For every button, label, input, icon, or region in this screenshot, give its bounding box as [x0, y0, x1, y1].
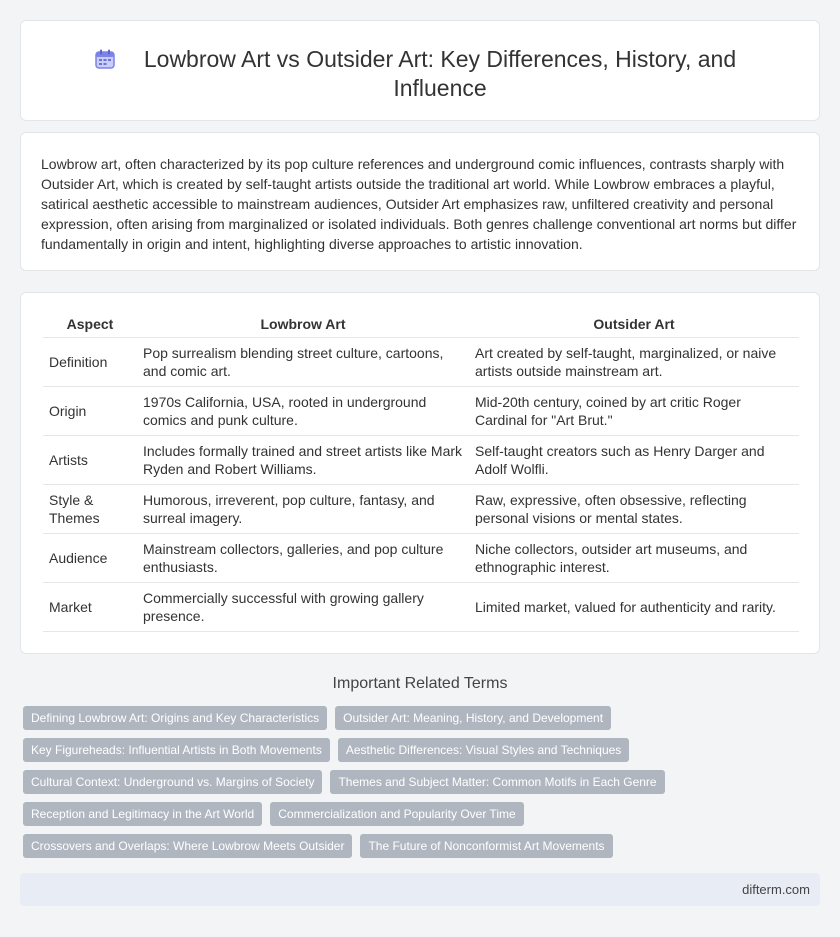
row-aspect: Artists — [43, 435, 137, 484]
row-aspect: Style & Themes — [43, 484, 137, 533]
related-term-link[interactable]: Outsider Art: Meaning, History, and Development — [335, 706, 611, 730]
related-term-link[interactable]: Themes and Subject Matter: Common Motifs in Each Genre — [330, 770, 664, 794]
related-term-link[interactable]: Defining Lowbrow Art: Origins and Key Characteristics — [23, 706, 327, 730]
related-terms-list — [23, 706, 663, 866]
related-term-link[interactable]: Key Figureheads: Influential Artists in Both Movements — [23, 738, 330, 762]
row-outsider: Self-taught creators such as Henry Darger and Adolf Wolfli. — [469, 435, 799, 484]
row-lowbrow: Humorous, irreverent, pop culture, fantasy, and surreal imagery. — [137, 484, 469, 533]
tag-row — [23, 802, 663, 826]
header-aspect: Aspect — [43, 313, 137, 337]
header-lowbrow: Lowbrow Art — [137, 313, 469, 337]
comparison-table — [43, 313, 799, 632]
tag-row — [23, 770, 663, 794]
row-lowbrow: Includes formally trained and street artists like Mark Ryden and Robert Williams. — [137, 435, 469, 484]
footer-site-name: difterm.com — [742, 882, 810, 897]
row-aspect: Definition — [43, 337, 137, 386]
row-lowbrow: Mainstream collectors, galleries, and pop culture enthusiasts. — [137, 533, 469, 582]
row-aspect: Audience — [43, 533, 137, 582]
table-row — [43, 386, 799, 435]
row-aspect: Market — [43, 582, 137, 631]
row-lowbrow: Commercially successful with growing gallery presence. — [137, 582, 469, 631]
intro-paragraph: Lowbrow art, often characterized by its pop culture references and underground comic influences, contrasts sharply with Outsider Art, which is created by self-taught artists outside the traditional art world. While Lowbrow embraces a playful, satirical aesthetic accessible to mainstream audiences, Outsider Art emphasizes raw, unfiltered creativity and personal expression, often arising from marginalized or isolated individuals. Both genres challenge conventional art norms but differ fundamentally in origin and intent, highlighting diverse approaches to artistic innovation. — [41, 156, 797, 252]
related-term-link[interactable]: The Future of Nonconformist Art Movements — [360, 834, 612, 858]
tag-row — [23, 738, 663, 762]
row-aspect: Origin — [43, 386, 137, 435]
intro-card — [20, 132, 820, 271]
related-term-link[interactable]: Crossovers and Overlaps: Where Lowbrow Meets Outsider — [23, 834, 352, 858]
footer-bar — [20, 873, 820, 906]
table-row — [43, 435, 799, 484]
related-terms-heading: Important Related Terms — [332, 675, 508, 692]
header-card — [20, 20, 820, 121]
tag-row — [23, 706, 663, 730]
row-lowbrow: Pop surrealism blending street culture, cartoons, and comic art. — [137, 337, 469, 386]
header-outsider: Outsider Art — [469, 313, 799, 337]
page-title: Lowbrow Art vs Outsider Art: Key Differences, History, and Influence — [143, 46, 737, 101]
related-term-link[interactable]: Cultural Context: Underground vs. Margins of Society — [23, 770, 322, 794]
table-header-row — [43, 313, 799, 337]
row-outsider: Raw, expressive, often obsessive, reflecting personal visions or mental states. — [469, 484, 799, 533]
table-row — [43, 533, 799, 582]
row-outsider: Art created by self-taught, marginalized, or naive artists outside mainstream art. — [469, 337, 799, 386]
row-lowbrow: 1970s California, USA, rooted in underground comics and punk culture. — [137, 386, 469, 435]
row-outsider: Niche collectors, outsider art museums, and ethnographic interest. — [469, 533, 799, 582]
related-term-link[interactable]: Commercialization and Popularity Over Time — [270, 802, 523, 826]
row-outsider: Mid-20th century, coined by art critic Roger Cardinal for "Art Brut." — [469, 386, 799, 435]
table-row — [43, 484, 799, 533]
comparison-card — [20, 292, 820, 654]
table-row — [43, 582, 799, 631]
row-outsider: Limited market, valued for authenticity and rarity. — [469, 582, 799, 631]
table-row — [43, 337, 799, 386]
related-term-link[interactable]: Reception and Legitimacy in the Art World — [23, 802, 262, 826]
tag-row — [23, 834, 663, 858]
related-term-link[interactable]: Aesthetic Differences: Visual Styles and Techniques — [338, 738, 630, 762]
